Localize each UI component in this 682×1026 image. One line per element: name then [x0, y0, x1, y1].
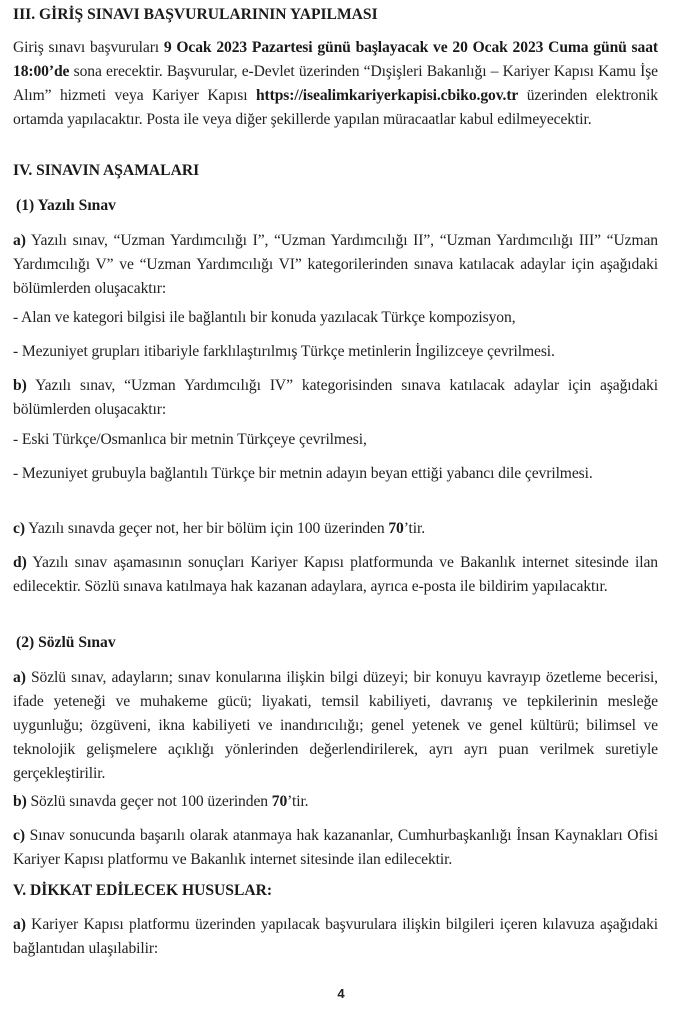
bold-text-run: a)	[13, 669, 26, 686]
text-run: üzerinden elektronik ortamda yapılacaktır. Posta ile veya diğer şekillerde yapılan müracaatlar kabul edilmeyecektir.	[13, 87, 658, 128]
bold-text-run: 70	[271, 793, 288, 810]
bold-text-run: c)	[13, 520, 25, 537]
bold-text-run: b)	[13, 793, 27, 810]
written-exam-a-bullet-1: - Alan ve kategori bilgisi ile bağlantılı bir konuda yazılacak Türkçe kompozisyon,	[13, 309, 516, 326]
text-run: Yazılı sınav, “Uzman Yardımcılığı IV” kategorisinden sınava katılacak adaylar için aşağıdaki bölümlerden oluşacaktır:	[13, 377, 658, 418]
bold-text-run: b)	[13, 377, 27, 394]
text-run: Sözlü sınav, adayların; sınav konularına ilişkin bilgi düzeyi; bir konuyu kavrayıp özetleme becerisi, ifade yeteneği ve muhakeme gücü; liyakati, temsil kabiliyeti, davranış ve tepkilerinin mesleğe uygunluğu; özgüveni, ikna kabiliyeti ve inandırıcılığı; genel yetenek ve genel kültürü; bilimsel ve teknolojik gelişmelere açıklığı yönlerinden değerlendirilerek, ayrı ayrı puan verilmek suretiyle gerçekleştirilir.	[13, 669, 658, 782]
text-run: ’tir.	[403, 520, 426, 537]
text-run: Sınav sonucunda başarılı olarak atanmaya hak kazananlar, Cumhurbaşkanlığı İnsan Kaynakları Ofisi Kariyer Kapısı platformu ve Bakanlık internet sitesinde ilan edilecektir.	[13, 827, 658, 868]
written-exam-heading: (1) Yazılı Sınav	[16, 197, 116, 214]
text-run: Kariyer Kapısı platformu üzerinden yapılacak başvurulara ilişkin bilgileri içeren kılavuza aşağıdaki bağlantıdan ulaşılabilir:	[13, 916, 658, 957]
text-run: Yazılı sınavda geçer not, her bir bölüm için 100 üzerinden	[24, 520, 389, 537]
written-exam-item-c	[13, 517, 658, 541]
written-exam-item-a	[13, 229, 658, 301]
section-4-heading: IV. SINAVIN AŞAMALARI	[13, 162, 200, 179]
section-3-heading: III. GİRİŞ SINAVI BAŞVURULARININ YAPILMASI	[13, 6, 378, 23]
bold-text-run: 70	[388, 520, 404, 537]
oral-exam-item-b	[13, 790, 658, 814]
text-run: Giriş sınavı başvuruları	[13, 39, 164, 56]
section-3-paragraph	[13, 36, 658, 132]
text-run: Yazılı sınav aşamasının sonuçları Kariyer Kapısı platformunda ve Bakanlık internet sitesinde ilan edilecektir. Sözlü sınava katılmaya hak kazanan adaylara, ayrıca e-posta ile bildirim yapılacaktır.	[13, 554, 658, 595]
bold-text-run: https://isealimkariyerkapisi.cbiko.gov.tr	[255, 87, 519, 104]
section-5-heading: V. DİKKAT EDİLECEK HUSUSLAR:	[13, 882, 273, 899]
page-number: 4	[337, 986, 345, 1001]
oral-exam-item-c	[13, 824, 658, 872]
written-exam-item-b	[13, 374, 658, 422]
section-5-item-a	[13, 913, 658, 961]
bold-text-run: 9 Ocak 2023 Pazartesi günü başlayacak ve 20 Ocak 2023 Cuma günü saat 18:00’de	[13, 39, 658, 80]
text-run: ’tir.	[287, 793, 309, 810]
written-exam-b-bullet-1: - Eski Türkçe/Osmanlıca bir metnin Türkçeye çevrilmesi,	[13, 431, 367, 448]
text-run: Yazılı sınav, “Uzman Yardımcılığı I”, “Uzman Yardımcılığı II”, “Uzman Yardımcılığı III” “Uzman Yardımcılığı V” ve “Uzman Yardımcılığı VI” kategorilerinden sınava katılacak adaylar için aşağıdaki bölümlerden oluşacaktır:	[13, 232, 658, 297]
bold-text-run: a)	[13, 232, 26, 249]
oral-exam-item-a	[13, 666, 658, 786]
written-exam-item-d	[13, 551, 658, 599]
oral-exam-heading: (2) Sözlü Sınav	[16, 634, 116, 651]
bold-text-run: c)	[13, 827, 25, 844]
bold-text-run: a)	[13, 916, 26, 933]
written-exam-a-bullet-2: - Mezuniyet grupları itibariyle farklılaştırılmış Türkçe metinlerin İngilizceye çevrilmesi.	[13, 343, 555, 360]
text-run: sona erecektir. Başvurular, e-Devlet üzerinden “Dışişleri Bakanlığı – Kariyer Kapısı Kamu İşe Alım” hizmeti veya Kariyer Kapısı	[13, 63, 658, 104]
text-run: Sözlü sınavda geçer not 100 üzerinden	[26, 793, 272, 810]
written-exam-b-bullet-2: - Mezuniyet grubuyla bağlantılı Türkçe bir metnin adayın beyan ettiği yabancı dile çevrilmesi.	[13, 465, 593, 482]
bold-text-run: d)	[13, 554, 27, 571]
